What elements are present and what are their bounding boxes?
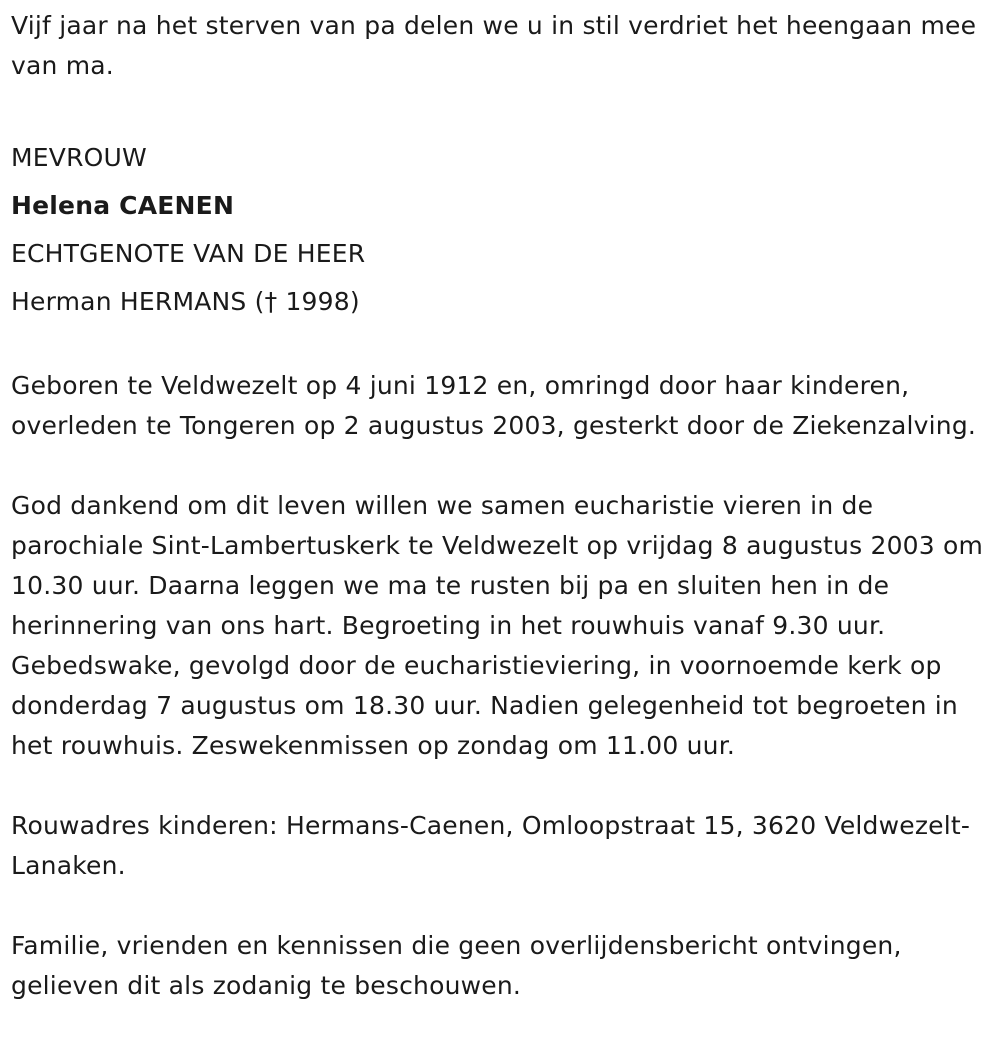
- spouse-label: ECHTGENOTE VAN DE HEER: [11, 239, 366, 268]
- spouse-death-year: 1998): [285, 287, 360, 316]
- deceased-name: Helena CAENEN: [11, 191, 235, 220]
- address-paragraph: Rouwadres kinderen: Hermans-Caenen, Omloopstraat 15, 3620 Veldwezelt-Lanaken.: [11, 811, 971, 880]
- spouse-name-prefix: Herman HERMANS (: [11, 287, 265, 316]
- spouse-name-line: [11, 278, 988, 326]
- intro-paragraph: Vijf jaar na het sterven van pa delen we u in stil verdriet het heengaan mee van ma.: [11, 11, 977, 80]
- deceased-name-block: [11, 134, 988, 326]
- service-paragraph: God dankend om dit leven willen we samen eucharistie vieren in de parochiale Sint-Lambertuskerk te Veldwezelt op vrijdag 8 augustus 2003 om 10.30 uur. Daarna leggen we ma te rusten bij pa en sluiten hen in de herinnering van ons hart. Begroeting in het rouwhuis vanaf 9.30 uur. Gebedswake, gevolgd door de eucharistieviering, in voornoemde kerk op donderdag 7 augustus om 18.30 uur. Nadien gelegenheid tot begroeten in het rouwhuis. Zeswekenmissen op zondag om 11.00 uur.: [11, 491, 984, 760]
- birth-death-paragraph: Geboren te Veldwezelt op 4 juni 1912 en, omringd door haar kinderen, overleden te Tongeren op 2 augustus 2003, gesterkt door de Ziekenzalving.: [11, 371, 977, 440]
- closing-paragraph: Familie, vrienden en kennissen die geen overlijdensbericht ontvingen, gelieven dit als zodanig te beschouwen.: [11, 931, 902, 1000]
- title-line: MEVROUW: [11, 143, 147, 172]
- cross-icon: †: [264, 287, 278, 316]
